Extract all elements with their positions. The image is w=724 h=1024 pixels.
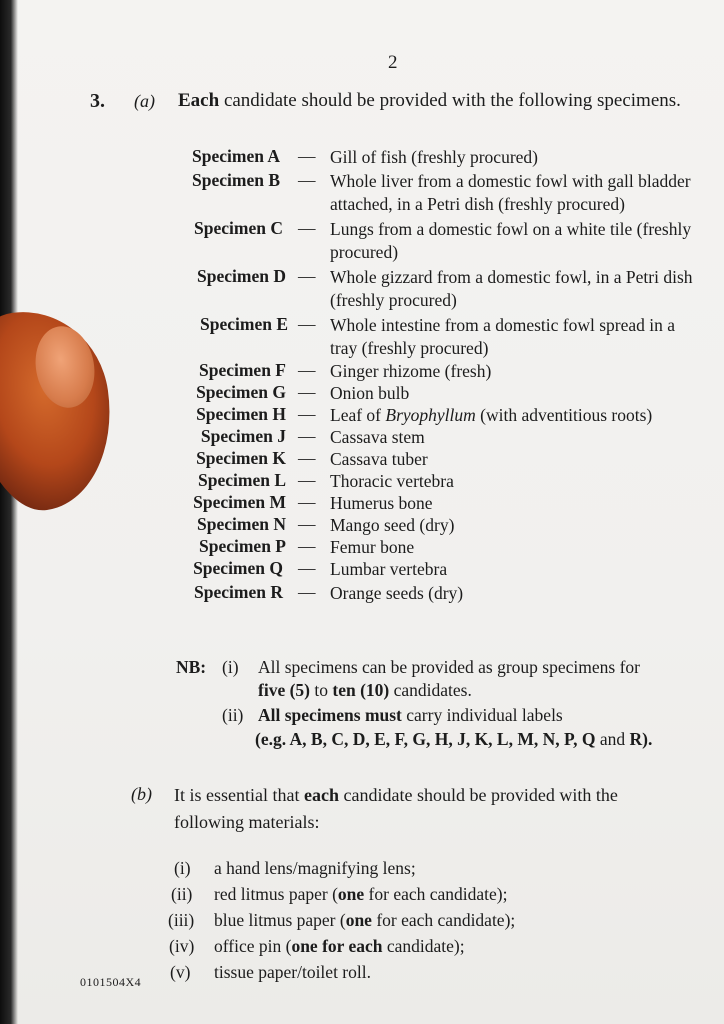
nb-ii-line2 — [255, 729, 652, 750]
specimen-label: Specimen M — [193, 492, 286, 512]
specimen-label: Specimen D — [197, 266, 286, 286]
material-item-post: for each candidate); — [364, 884, 508, 904]
nb-i-bold-five: five (5) — [258, 680, 310, 700]
page-edge-shadow — [0, 0, 18, 1024]
specimen-description: Ginger rhizome (fresh) — [330, 361, 492, 381]
specimen-dash: — — [298, 382, 316, 402]
nb-i-line2 — [258, 680, 472, 701]
nb-i-bold-ten: ten (10) — [332, 680, 390, 700]
specimen-label: Specimen B — [192, 170, 280, 190]
material-item — [214, 858, 416, 879]
specimen-label: Specimen H — [196, 404, 286, 424]
specimen-description: Onion bulb — [330, 383, 410, 403]
page-number: 2 — [388, 52, 398, 73]
nb-ii-bold: All specimens must — [258, 705, 402, 725]
specimen-label: Specimen R — [194, 582, 283, 602]
nb-ii-bold-letters: (e.g. A, B, C, D, E, F, G, H, J, K, L, M, N, P, Q — [255, 729, 596, 749]
specimen-dash: — — [298, 218, 316, 238]
specimen-description: Whole gizzard from a domestic fowl, in a Petri dish (freshly procured) — [330, 267, 693, 310]
specimen-description: Orange seeds (dry) — [330, 583, 464, 603]
material-item-pre: blue litmus paper ( — [214, 910, 346, 930]
specimen-dash: — — [298, 536, 316, 556]
material-item-pre: red litmus paper ( — [214, 884, 338, 904]
material-number: (iii) — [168, 910, 195, 930]
specimen-desc-pre: Leaf of — [330, 405, 386, 425]
part-b-intro-bold: each — [303, 785, 339, 805]
specimen-dash: — — [298, 266, 316, 286]
specimen-dash: — — [298, 582, 316, 602]
material-item — [214, 910, 515, 931]
material-item — [214, 936, 465, 957]
specimen-label: Specimen L — [198, 470, 286, 490]
material-number: (iv) — [169, 936, 195, 956]
material-item-bold: one — [337, 884, 365, 904]
specimen-description: Lungs from a domestic fowl on a white tile (freshly procured) — [330, 219, 692, 262]
specimen-description: Femur bone — [330, 537, 415, 557]
specimen-dash: — — [298, 514, 316, 534]
specimen-description: Whole liver from a domestic fowl with gall bladder attached, in a Petri dish (freshly procured) — [330, 171, 691, 214]
specimen-label: Specimen C — [194, 218, 283, 238]
specimen-dash: — — [298, 448, 316, 468]
material-number: (ii) — [171, 884, 193, 904]
part-a-intro-bold: Each — [178, 90, 220, 111]
specimen-description: Mango seed (dry) — [330, 515, 455, 535]
specimen-desc-post: (with adventitious roots) — [475, 405, 653, 425]
specimen-dash: — — [298, 170, 316, 190]
nb-label: NB: — [176, 657, 207, 677]
specimen-dash: — — [298, 426, 316, 446]
specimen-label: Specimen E — [200, 314, 288, 334]
part-a-intro — [178, 90, 681, 112]
material-item-post: for each candidate); — [371, 910, 516, 930]
specimen-description: Gill of fish (freshly procured) — [330, 147, 538, 167]
part-a-intro-rest: candidate should be provided with the following specimens. — [219, 90, 681, 111]
part-b-intro-pre: It is essential that — [174, 785, 304, 805]
material-item-bold: one for each — [291, 936, 383, 956]
specimen-label: Specimen F — [198, 360, 286, 380]
specimen-dash: — — [298, 314, 316, 334]
material-item — [214, 884, 508, 905]
part-b-label: (b) — [131, 784, 152, 804]
part-a-label: (a) — [134, 91, 155, 111]
specimen-label: Specimen Q — [193, 558, 283, 578]
specimen-dash: — — [298, 404, 316, 424]
specimen-description: Thoracic vertebra — [330, 471, 454, 491]
nb-ii-line1 — [258, 705, 563, 726]
nb-i-mid: to — [310, 680, 333, 700]
nb-ii-rest: carry individual labels — [401, 705, 563, 725]
specimen-dash: — — [298, 146, 316, 166]
nb-i-number: (i) — [222, 657, 239, 677]
specimen-description: Humerus bone — [330, 493, 433, 513]
material-number: (i) — [174, 858, 191, 878]
nb-ii-and: and — [595, 729, 630, 749]
specimen-label: Specimen A — [192, 146, 280, 166]
specimen-label: Specimen J — [200, 426, 286, 446]
nb-ii-bold-r: R). — [629, 729, 653, 749]
question-number: 3. — [90, 90, 105, 112]
material-number: (v) — [170, 962, 191, 982]
specimen-description — [330, 404, 700, 427]
specimen-description: Whole intestine from a domestic fowl spread in a tray (freshly procured) — [330, 315, 676, 358]
specimen-description: Cassava stem — [330, 427, 425, 447]
specimen-description: Cassava tuber — [330, 449, 428, 469]
nb-i-rest: candidates. — [389, 680, 472, 700]
material-item-pre: tissue paper/toilet roll. — [214, 962, 371, 982]
specimen-label: Specimen N — [197, 514, 286, 534]
material-item-pre: office pin ( — [214, 936, 292, 956]
specimen-desc-italic: Bryophyllum — [385, 405, 476, 425]
specimen-label: Specimen K — [196, 448, 286, 468]
material-item — [214, 962, 371, 983]
nb-ii-number: (ii) — [222, 705, 244, 725]
specimen-dash: — — [298, 558, 316, 578]
specimen-description: Lumbar vertebra — [330, 559, 448, 579]
specimen-label: Specimen P — [198, 536, 286, 556]
specimen-label: Specimen G — [196, 382, 286, 402]
footer-code: 0101504X4 — [80, 975, 142, 989]
specimen-dash: — — [298, 360, 316, 380]
material-item-post: candidate); — [382, 936, 465, 956]
specimen-dash: — — [298, 492, 316, 512]
nb-i-line1: All specimens can be provided as group specimens for — [258, 657, 640, 677]
part-b-intro — [174, 782, 674, 836]
part-b-intro-post: candidate should be provided with the following materials: — [174, 785, 618, 832]
specimen-dash: — — [298, 470, 316, 490]
material-item-bold: one — [345, 910, 372, 930]
material-item-pre: a hand lens/magnifying lens; — [214, 858, 416, 878]
